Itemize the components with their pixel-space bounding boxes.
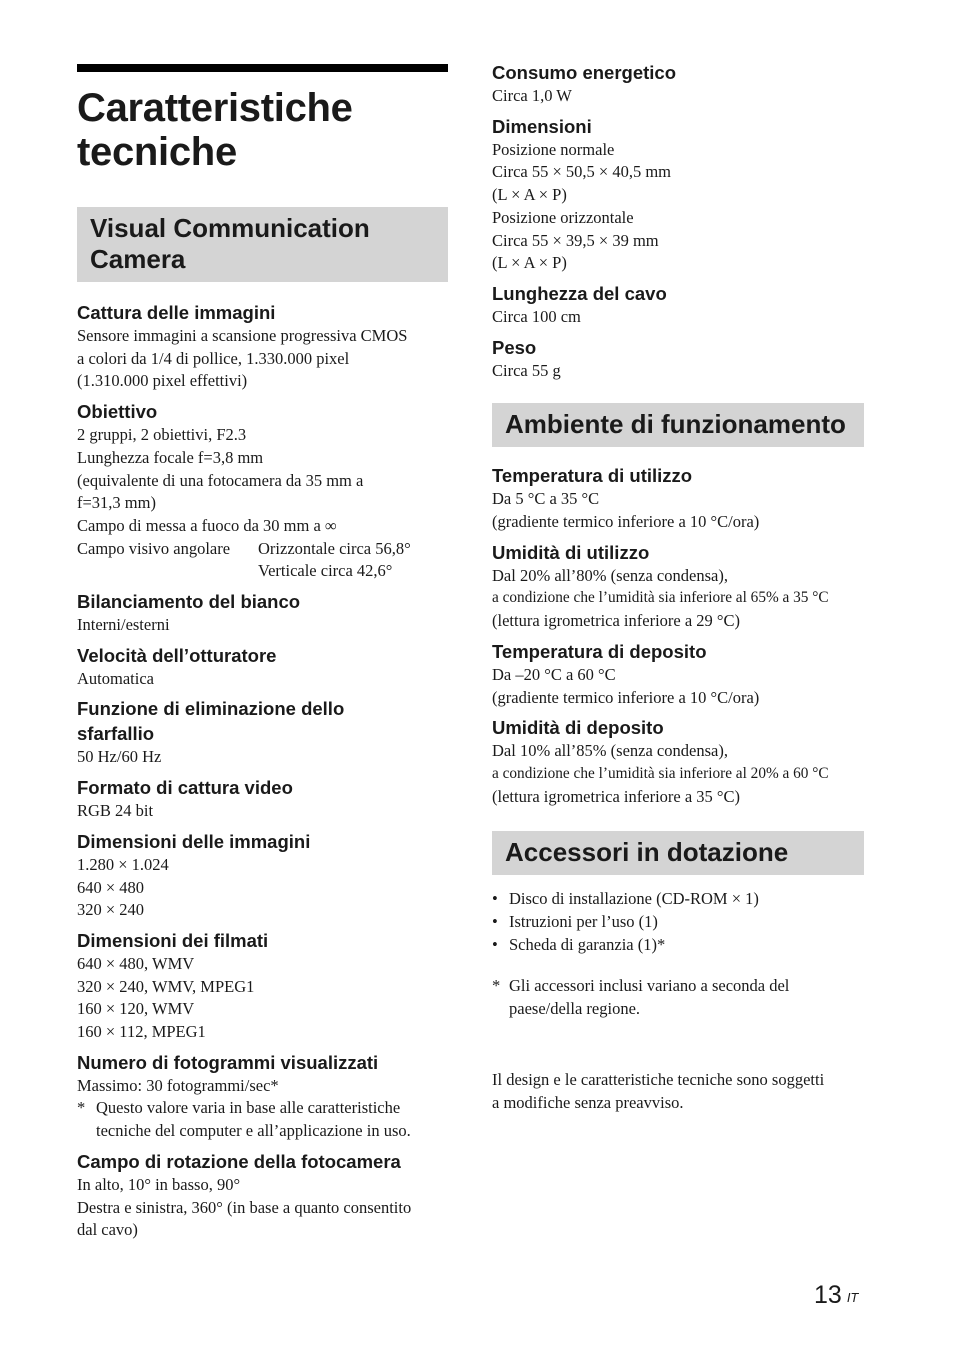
spec-line: Lunghezza focale f=3,8 mm xyxy=(77,447,264,467)
disclaimer xyxy=(492,1069,864,1114)
footnote xyxy=(492,975,864,1020)
spec-line: (lettura igrometrica inferiore a 35 °C) xyxy=(492,786,741,806)
spec-line: Da –20 °C a 60 °C xyxy=(492,664,616,684)
spec-line: (L × A × P) xyxy=(492,185,567,205)
spec-line: (gradiente termico inferiore a 10 °C/ora) xyxy=(492,512,760,532)
spec-dim-immagini xyxy=(77,829,448,922)
spec-line: In alto, 10° in basso, 90° xyxy=(77,1174,241,1194)
section-title: Ambiente di funzionamento xyxy=(505,409,846,440)
footnote-line: paese/della regione. xyxy=(509,999,641,1019)
spec-umid-dep xyxy=(492,715,864,808)
spec-line: Circa 55 × 50,5 × 40,5 mm xyxy=(492,162,672,182)
spec-formato xyxy=(77,775,448,823)
spec-heading: Bilanciamento del bianco xyxy=(77,591,301,613)
spec-line: Da 5 °C a 35 °C xyxy=(492,489,600,509)
spec-umid-uso xyxy=(492,540,864,633)
spec-line: Circa 55 g xyxy=(492,360,561,380)
spec-line: Dal 20% all’80% (senza condensa), xyxy=(492,565,728,585)
page-language: IT xyxy=(846,1290,859,1305)
spec-line: 2 gruppi, 2 obiettivi, F2.3 xyxy=(77,425,247,445)
page-title-line: tecniche xyxy=(77,130,237,174)
spec-heading: Temperatura di deposito xyxy=(492,640,707,662)
spec-heading: Numero di fotogrammi visualizzati xyxy=(77,1051,379,1073)
spec-line: (gradiente termico inferiore a 10 °C/ora) xyxy=(492,687,760,707)
spec-line: Circa 100 cm xyxy=(492,306,581,326)
spec-line: Dal 10% all’85% (senza condensa), xyxy=(492,741,728,761)
spec-line: dal cavo) xyxy=(77,1220,138,1240)
spec-temp-uso xyxy=(492,463,864,533)
spec-heading: Peso xyxy=(492,336,537,358)
footnote-mark: * xyxy=(77,1098,86,1118)
bullet-icon: • xyxy=(492,934,498,954)
footnote-line: Gli accessori inclusi variano a seconda del xyxy=(509,976,790,996)
spec-heading: Velocità dell’otturatore xyxy=(77,644,277,666)
spec-heading: Temperatura di utilizzo xyxy=(492,465,693,487)
spec-heading: Umidità di deposito xyxy=(492,717,664,739)
left-column xyxy=(77,64,448,1248)
spec-heading: Obiettivo xyxy=(77,401,158,423)
spec-dimensioni xyxy=(492,114,864,275)
list-item xyxy=(492,934,864,957)
bullet-icon: • xyxy=(492,912,498,932)
angle-label: Campo visivo angolare xyxy=(77,538,231,558)
spec-heading: Umidità di utilizzo xyxy=(492,541,650,563)
spec-line: Automatica xyxy=(77,668,154,688)
spec-line: Massimo: 30 fotogrammi/sec* xyxy=(77,1075,279,1095)
spec-peso xyxy=(492,335,864,383)
spec-heading: Campo di rotazione della fotocamera xyxy=(77,1150,401,1172)
spec-heading: Dimensioni xyxy=(492,115,592,137)
spec-line: RGB 24 bit xyxy=(77,801,154,821)
spec-line: a condizione che l’umidità sia inferiore al 65% a 35 °C xyxy=(492,589,829,607)
spec-line: Campo di messa a fuoco da 30 mm a ∞ xyxy=(77,515,337,535)
section-title-line: Visual Communication xyxy=(90,213,370,243)
spec-heading: Funzione di eliminazione dello xyxy=(77,698,345,720)
spec-heading: Dimensioni dei filmati xyxy=(77,929,269,951)
spec-cattura xyxy=(77,300,448,393)
list-item-label: Istruzioni per l’uso (1) xyxy=(509,912,658,932)
angle-horizontal: Orizzontale circa 56,8° xyxy=(258,538,411,558)
spec-line: a colori da 1/4 di pollice, 1.330.000 pixel xyxy=(77,348,350,368)
section-title-line: Camera xyxy=(90,244,186,274)
spec-line: 640 × 480 xyxy=(77,877,145,897)
spec-heading: Consumo energetico xyxy=(492,62,676,83)
page-number xyxy=(814,1280,858,1310)
footnote-mark: * xyxy=(492,976,501,996)
spec-line: (L × A × P) xyxy=(492,253,567,273)
list-item xyxy=(492,888,864,911)
section-header-ambiente xyxy=(492,403,864,447)
spec-line: (lettura igrometrica inferiore a 29 °C) xyxy=(492,611,741,631)
footnote xyxy=(77,1097,448,1142)
spec-line: 640 × 480, WMV xyxy=(77,953,195,973)
section-header-accessori xyxy=(492,831,864,875)
page-title-line: Caratteristiche xyxy=(77,86,353,130)
spec-line: Circa 55 × 39,5 × 39 mm xyxy=(492,230,659,250)
spec-cavo xyxy=(492,281,864,329)
spec-heading: Dimensioni delle immagini xyxy=(77,830,311,852)
spec-heading: Formato di cattura video xyxy=(77,777,293,799)
spec-obiettivo xyxy=(77,399,448,583)
list-item-label: Scheda di garanzia (1)* xyxy=(509,934,666,954)
disclaimer-line: Il design e le caratteristiche tecniche sono soggetti xyxy=(492,1069,825,1089)
spec-line: 50 Hz/60 Hz xyxy=(77,747,162,767)
spec-heading: Lunghezza del cavo xyxy=(492,282,667,304)
spec-line: Circa 1,0 W xyxy=(492,86,572,105)
section-title: Accessori in dotazione xyxy=(505,837,789,868)
spec-sfarfallio xyxy=(77,696,448,769)
page-title xyxy=(77,86,448,174)
spec-line: 320 × 240 xyxy=(77,900,145,920)
spec-line: 160 × 112, MPEG1 xyxy=(77,1022,206,1042)
spec-consumo xyxy=(492,60,864,108)
right-column xyxy=(492,60,864,1114)
spec-line: f=31,3 mm) xyxy=(77,493,156,513)
spec-line: Sensore immagini a scansione progressiva CMOS xyxy=(77,326,408,345)
footnote-line: tecniche del computer e all’applicazione in uso. xyxy=(96,1121,411,1141)
spec-line: a condizione che l’umidità sia inferiore al 20% a 60 °C xyxy=(492,764,829,782)
spec-line: Destra e sinistra, 360° (in base a quanto consentito xyxy=(77,1197,412,1217)
title-rule xyxy=(77,64,448,72)
spec-bianco xyxy=(77,589,448,637)
spec-otturatore xyxy=(77,643,448,691)
spec-line: Posizione orizzontale xyxy=(492,207,634,227)
spec-line: (equivalente di una fotocamera da 35 mm a xyxy=(77,470,364,490)
list-item xyxy=(492,911,864,934)
spec-line: Posizione normale xyxy=(492,139,615,159)
footnote-line: Questo valore varia in base alle caratteristiche xyxy=(96,1098,401,1118)
spec-dim-filmati xyxy=(77,928,448,1044)
spec-line: 160 × 120, WMV xyxy=(77,999,195,1019)
spec-temp-dep xyxy=(492,639,864,709)
page-number-value: 13 xyxy=(814,1281,842,1309)
spec-line: (1.310.000 pixel effettivi) xyxy=(77,371,248,391)
list-item-label: Disco di installazione (CD-ROM × 1) xyxy=(509,889,759,909)
spec-line: 1.280 × 1.024 xyxy=(77,854,169,874)
spec-heading: sfarfallio xyxy=(77,723,155,745)
angle-row xyxy=(77,538,448,561)
spec-line: Interni/esterni xyxy=(77,615,170,635)
angle-vertical: Verticale circa 42,6° xyxy=(258,561,393,581)
spec-line: 320 × 240, WMV, MPEG1 xyxy=(77,976,255,996)
bullet-icon: • xyxy=(492,889,498,909)
spec-heading: Cattura delle immagini xyxy=(77,302,276,323)
accessories-list xyxy=(492,888,864,956)
disclaimer-line: a modifiche senza preavviso. xyxy=(492,1092,684,1112)
section-header-camera xyxy=(77,207,448,282)
spec-rotazione xyxy=(77,1149,448,1242)
spec-fotogrammi xyxy=(77,1050,448,1143)
